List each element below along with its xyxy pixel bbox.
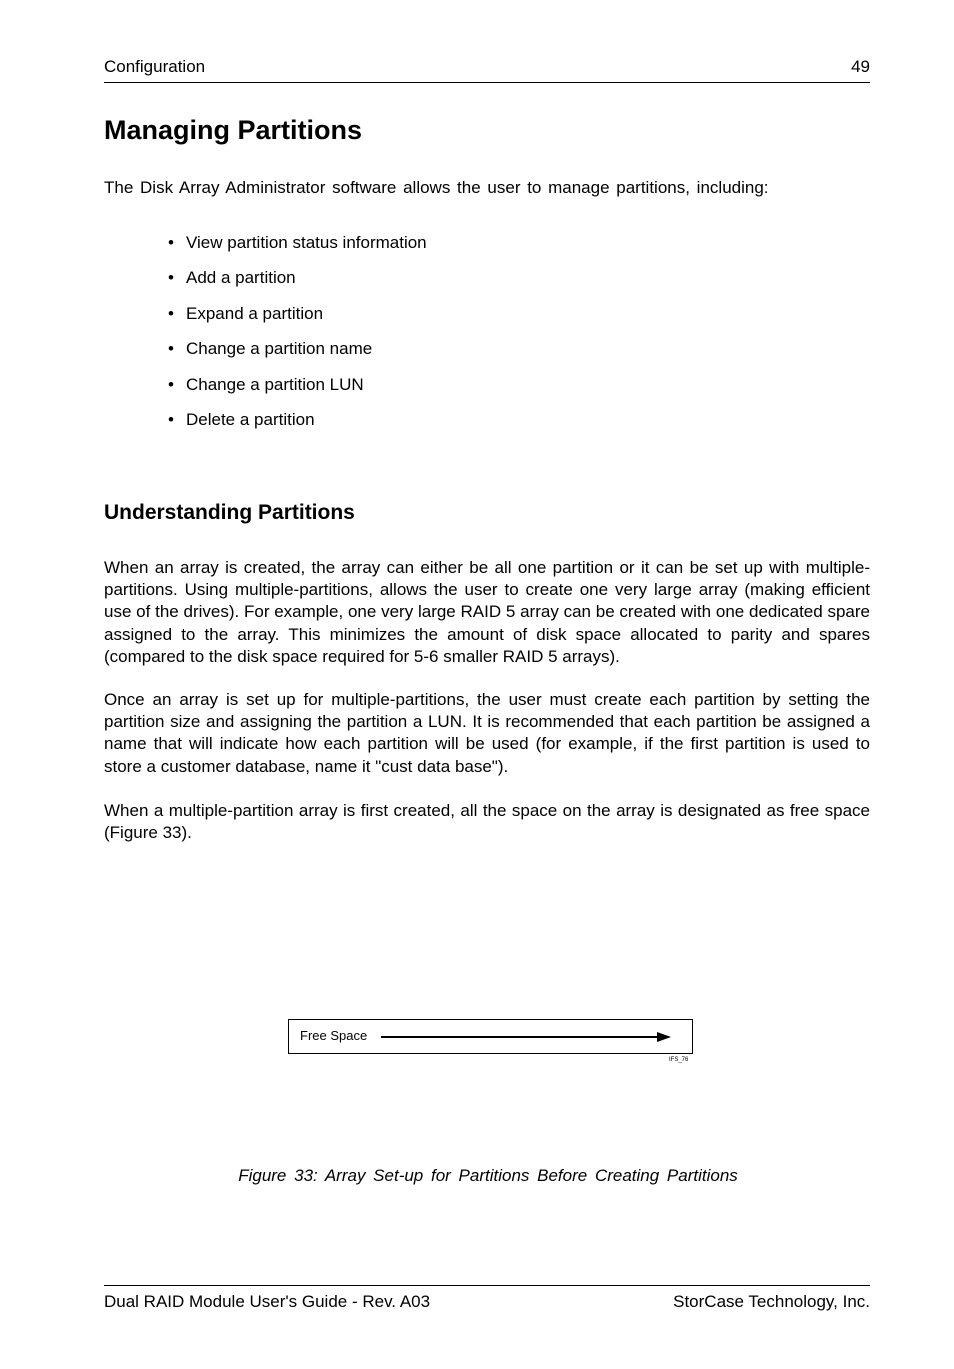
bullet-icon: • — [168, 233, 174, 252]
figure-caption: Figure 33: Array Set-up for Partitions Before Creating Partitions — [238, 1166, 738, 1185]
bullet-icon: • — [168, 409, 174, 429]
list-item: • Delete a partition — [168, 409, 315, 429]
page-footer — [104, 1285, 870, 1316]
intro-paragraph: The Disk Array Administrator software allows the user to manage partitions, including: — [104, 178, 769, 197]
bullet-icon: • — [168, 303, 174, 323]
page-title: Managing Partitions — [104, 115, 363, 145]
bullet-icon: • — [168, 268, 174, 288]
footer-doc-title: Dual RAID Module User's Guide - Rev. A03 — [104, 1292, 431, 1311]
body-paragraph: Once an array is set up for multiple-partitions, the user must create each partition by setting the partition size and assigning the partition a LUN. It is recommended that each partition be assigned a name that will indicate how each partition will be used (for example, if the first partition is used to store a customer database, name it "cust data base"). — [104, 690, 870, 776]
list-item: • Add a partition — [168, 268, 296, 288]
list-item: • Change a partition name — [168, 339, 373, 359]
header-section: Configuration — [104, 57, 206, 76]
arrow-right-icon — [381, 1030, 671, 1044]
header-page-number: 49 — [851, 57, 870, 76]
feature-list — [168, 232, 427, 444]
free-space-diagram — [288, 1019, 693, 1054]
figure-tag: IFS_76 — [669, 1057, 689, 1063]
list-item: • Change a partition LUN — [168, 374, 364, 394]
free-space-label: Free Space — [300, 1028, 368, 1043]
section-heading: Understanding Partitions — [104, 501, 355, 524]
list-item: • Expand a partition — [168, 303, 324, 323]
body-paragraph: When a multiple-partition array is first created, all the space on the array is designated as free space (Figure 33). — [104, 801, 870, 843]
footer-company: StorCase Technology, Inc. — [673, 1292, 870, 1311]
bullet-icon: • — [168, 339, 174, 359]
body-paragraph: When an array is created, the array can either be all one partition or it can be set up with multiple-partitions. Using multiple-partitions, allows the user to create one very large array (making efficient use of the drives). For example, one very large RAID 5 array can be created with one dedicated spare assigned to the array. This minimizes the amount of disk space allocated to parity and spares (compared to the disk space required for 5-6 smaller RAID 5 arrays). — [104, 558, 870, 666]
page-header — [104, 56, 870, 83]
bullet-icon: • — [168, 374, 174, 394]
list-item: • View partition status information — [168, 233, 427, 252]
